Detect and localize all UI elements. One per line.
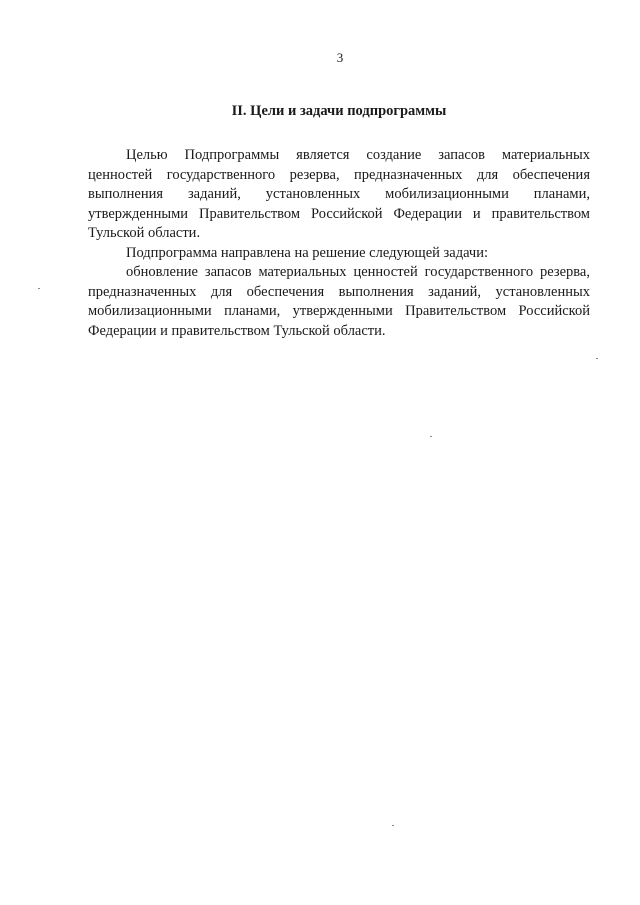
scan-speck [596, 358, 598, 359]
scan-speck [38, 288, 40, 289]
paragraph-goal: Целью Подпрограммы является создание запасов материальных ценностей государственного резерва, предназначенных для обеспечения выполнения заданий, установленных мобилизационными планами, утвержденными Правительством Российской Федерации и правительством Тульской области. [88, 147, 590, 241]
page-number: 3 [336, 50, 344, 65]
scan-speck [430, 436, 432, 437]
section-heading: II. Цели и задачи подпрограммы [231, 103, 447, 119]
paragraph-task-intro: Подпрограмма направлена на решение следующей задачи: [126, 244, 489, 261]
scan-speck [392, 825, 394, 826]
paragraph-task: обновление запасов материальных ценностей государственного резерва, предназначенных для обеспечения выполнения заданий, установленных мобилизационными планами, утвержденными Правительством Российской Федерации и правительством Тульской области. [88, 264, 590, 339]
body-text [88, 146, 590, 341]
